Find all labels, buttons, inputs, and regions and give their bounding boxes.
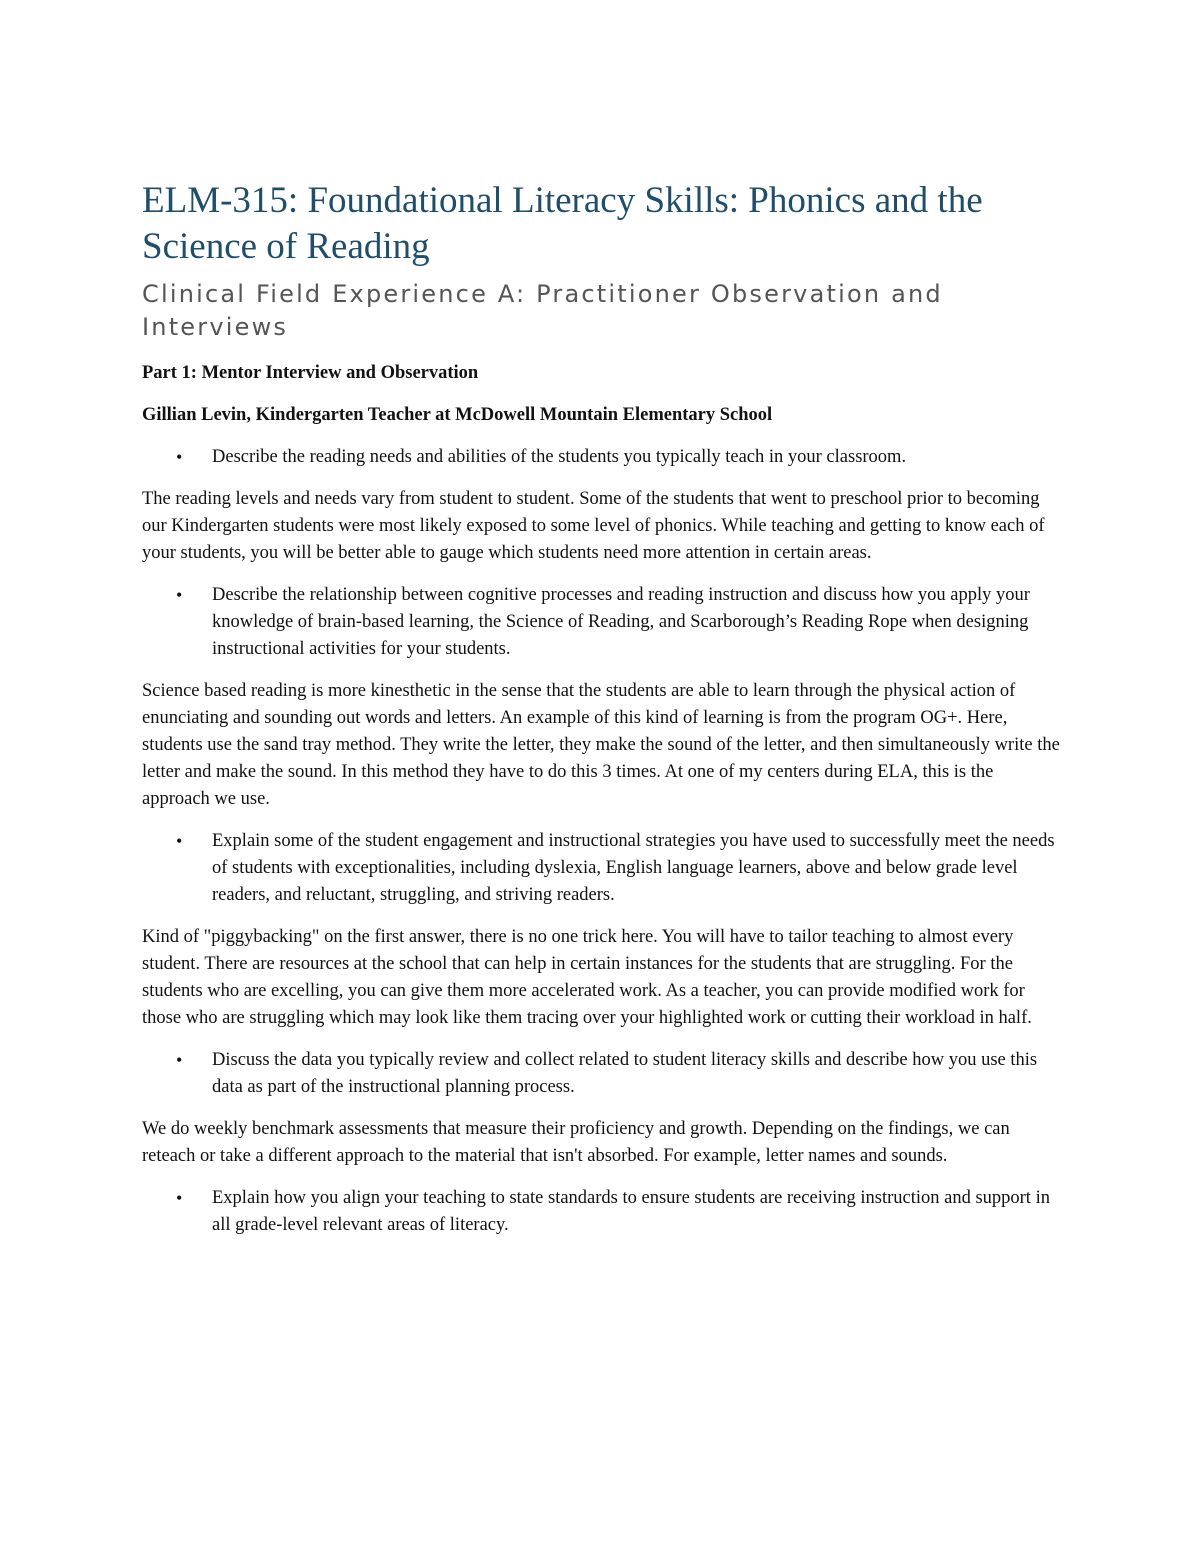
question-text: Describe the relationship between cognitive processes and reading instruction and discuss how you apply your knowledge of brain-based learning, the Science of Reading, and Scarborough’s Reading Rope when designing instructional activities for your students. [212, 585, 1030, 659]
bullet-icon: • [176, 831, 183, 851]
interview-answer: We do weekly benchmark assessments that measure their proficiency and growth. Depending on the findings, we can reteach or take a different approach to the material that isn't absorbed. For example, letter names and sounds. [142, 1119, 1010, 1166]
document-subtitle: Clinical Field Experience A: Practitioner Observation and Interviews [142, 280, 943, 341]
question-text: Describe the reading needs and abilities of the students you typically teach in your classroom. [212, 447, 907, 467]
question-text: Explain some of the student engagement and instructional strategies you have used to successfully meet the needs of students with exceptionalities, including dyslexia, English language learners, above and below grade level readers, and reluctant, struggling, and striving readers. [212, 831, 1055, 905]
interviewee-heading: Gillian Levin, Kindergarten Teacher at McDowell Mountain Elementary School [142, 405, 773, 425]
document-page [142, 178, 1062, 1239]
bullet-icon: • [176, 585, 183, 605]
document-title: ELM-315: Foundational Literacy Skills: Phonics and the Science of Reading [142, 180, 983, 267]
interview-question [142, 582, 1062, 663]
interview-question [142, 444, 1062, 471]
interview-question [142, 1047, 1062, 1101]
interview-section-3 [142, 828, 1062, 1032]
part-heading: Part 1: Mentor Interview and Observation [142, 363, 479, 383]
interview-section-5 [142, 1185, 1062, 1239]
question-text: Discuss the data you typically review and collect related to student literacy skills and describe how you use this data as part of the instructional planning process. [212, 1050, 1038, 1097]
bullet-icon: • [176, 447, 183, 467]
interview-question [142, 1185, 1062, 1239]
interview-answer: Science based reading is more kinesthetic in the sense that the students are able to learn through the physical action of enunciating and sounding out words and letters. An example of this kind of learning is from the program OG+. Here, students use the sand tray method. They write the letter, they make the sound of the letter, and then simultaneously write the letter and make the sound. In this method they have to do this 3 times. At one of my centers during ELA, this is the approach we use. [142, 681, 1060, 809]
interview-section-4 [142, 1047, 1062, 1170]
interview-answer: Kind of "piggybacking" on the first answer, there is no one trick here. You will have to tailor teaching to almost every student. There are resources at the school that can help in certain instances for the students that are struggling. For the students who are excelling, you can give them more accelerated work. As a teacher, you can provide modified work for those who are struggling which may look like them tracing over your highlighted work or cutting their workload in half. [142, 927, 1032, 1028]
bullet-icon: • [176, 1050, 183, 1070]
interview-section-1 [142, 444, 1062, 567]
question-text: Explain how you align your teaching to state standards to ensure students are receiving instruction and support in all grade-level relevant areas of literacy. [212, 1188, 1050, 1235]
bullet-icon: • [176, 1188, 183, 1208]
interview-question [142, 828, 1062, 909]
interview-answer: The reading levels and needs vary from student to student. Some of the students that went to preschool prior to becoming our Kindergarten students were most likely exposed to some level of phonics. While teaching and getting to know each of your students, you will be better able to gauge which students need more attention in certain areas. [142, 489, 1045, 563]
interview-section-2 [142, 582, 1062, 813]
